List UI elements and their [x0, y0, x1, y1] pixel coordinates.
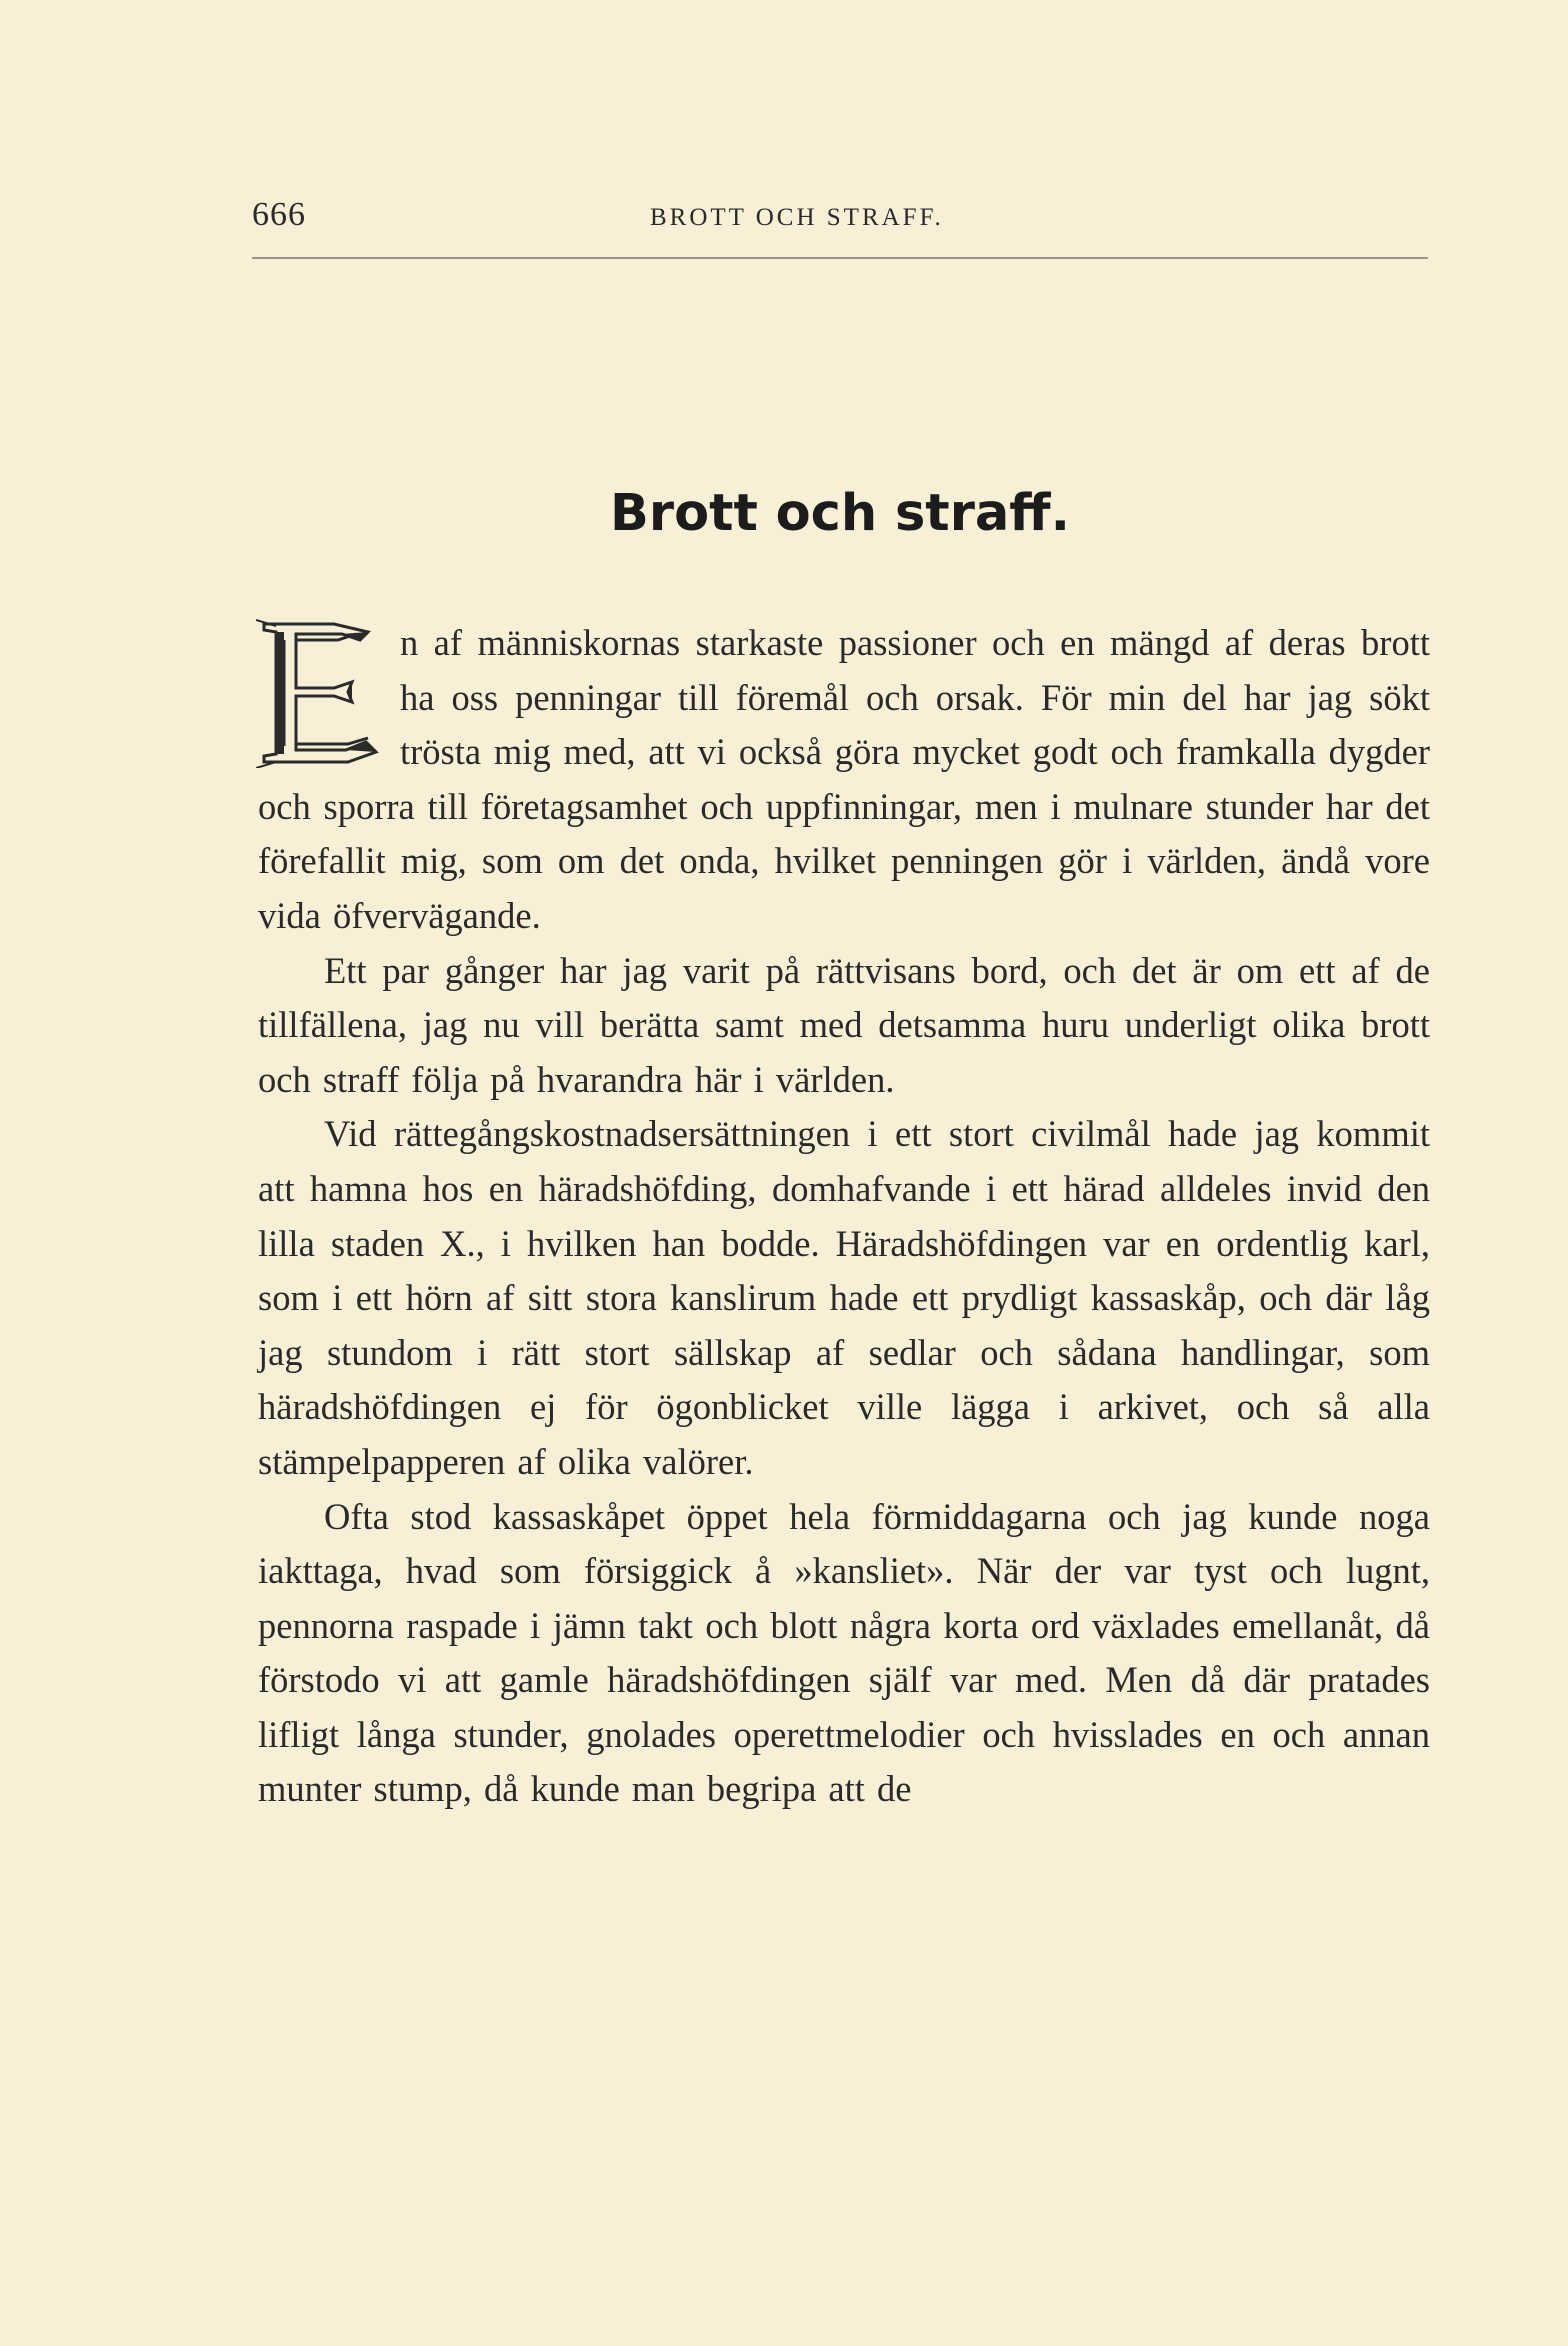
chapter-title: Brott och straff.	[610, 484, 1070, 543]
drop-cap-ornament	[256, 618, 386, 768]
header-rule	[252, 257, 1428, 259]
running-title: BROTT OCH STRAFF.	[650, 204, 944, 231]
paragraph-3: Vid rättegångskostnadsersättningen i ett stort civilmål hade jag kommit att hamna hos en häradshöfding, domhafvande i ett härad alldeles invid den lilla staden X., i hvilken han bodde. Häradshöfdingen var en ordentlig karl, som i ett hörn af sitt stora kanslirum hade ett prydligt kassaskåp, och där låg jag stundom i rätt stort sällskap af sedlar och sådana handlingar, som häradshöfdingen ej för ögonblicket ville lägga i arkivet, och så alla stämpelpapperen af olika valörer.	[258, 1113, 1430, 1482]
drop-cap-e	[256, 618, 386, 768]
paragraph-2: Ett par gånger har jag varit på rättvisans bord, och det är om ett af de tillfällena, jag nu vill berätta samt med detsamma huru underligt olika brott och straff följa på hvarandra här i världen.	[258, 949, 1430, 1100]
body-text	[258, 616, 1430, 1817]
page-number: 666	[252, 196, 306, 233]
paragraph-1-text: n af människornas starkaste passioner och en mängd af deras brott ha oss penningar till föremål och orsak. För min del har jag sökt trösta mig med, att vi också göra mycket godt och framkalla dygder och sporra till företagsamhet och uppfinningar, men i mulnare stunder har det förefallit mig, som om det onda, hvilket penningen gör i världen, ändå vore vida öfvervägande.	[258, 622, 1430, 936]
running-head	[252, 196, 1428, 244]
paragraph-4: Ofta stod kassaskåpet öppet hela förmiddagarna och jag kunde noga iakttaga, hvad som försiggick å »kansliet». När der var tyst och lugnt, pennorna raspade i jämn takt och blott några korta ord växlades emellanåt, då förstodo vi att gamle häradshöfdingen själf var med. Men då där pratades lifligt långa stunder, gnolades operettmelodier och hvisslades en och annan munter stump, då kunde man begripa att de	[258, 1495, 1430, 1810]
paragraph-1	[258, 616, 1430, 944]
